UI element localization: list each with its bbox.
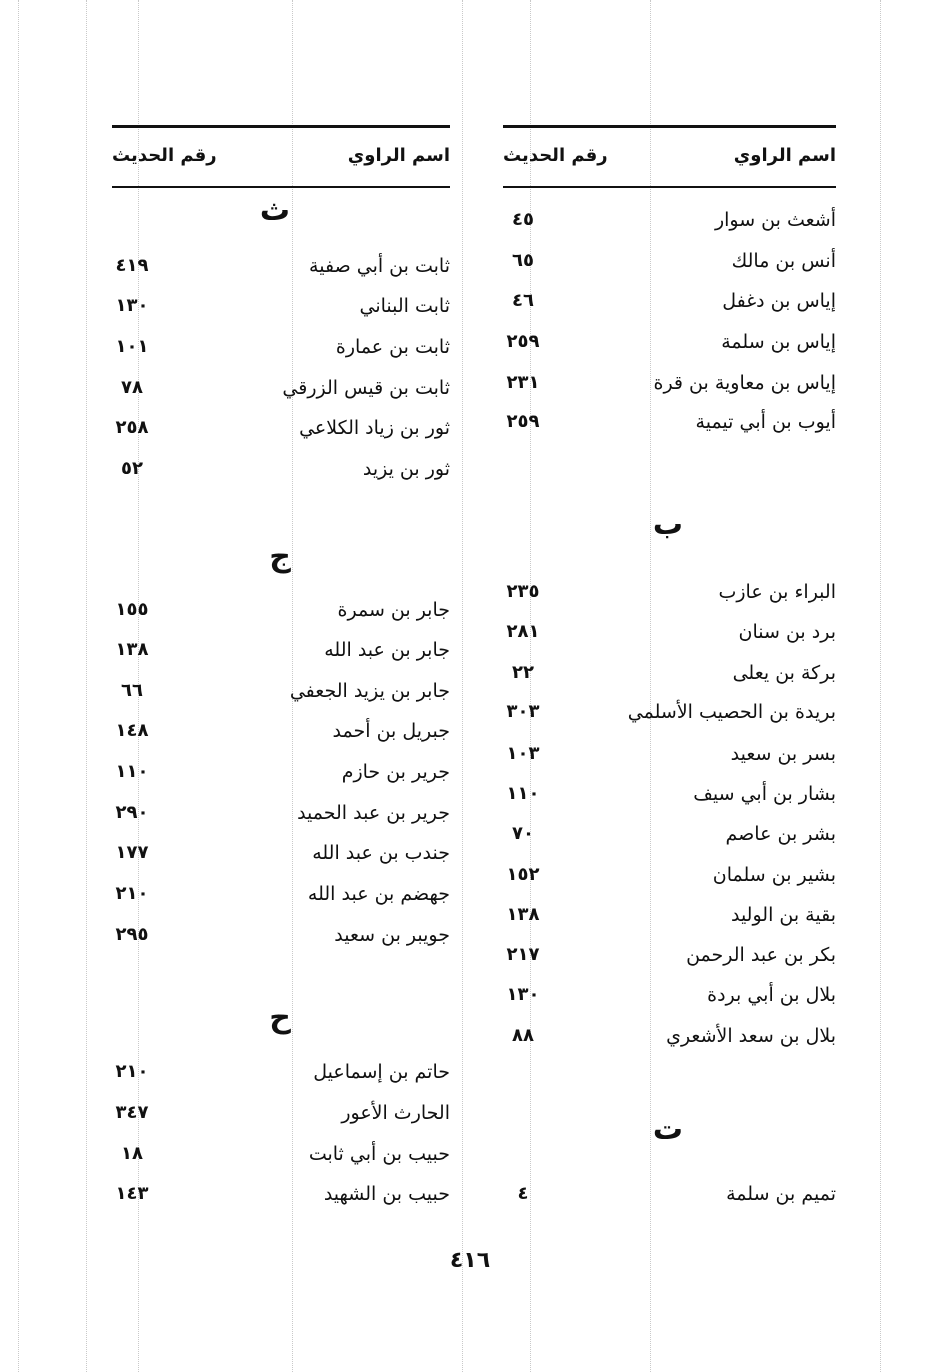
hadith-number: ٢٥٩ <box>506 411 540 432</box>
narrator-name: ثور بن يزيد <box>362 458 450 480</box>
index-row <box>503 407 836 437</box>
scan-line <box>462 0 463 1372</box>
narrator-name: ثابت بن أبي صفية <box>309 255 450 277</box>
narrator-name: تميم بن سلمة <box>726 1183 836 1205</box>
index-row <box>503 617 836 647</box>
hadith-number: ٢٥٨ <box>115 417 149 438</box>
narrator-name: ثابت بن قيس الزرقي <box>282 377 450 399</box>
header-bottom-rule <box>112 186 450 188</box>
index-row <box>112 1098 450 1128</box>
hadith-number: ٢٩٠ <box>115 802 149 823</box>
hadith-number: ٣٠٣ <box>506 701 540 722</box>
index-row <box>112 798 450 828</box>
hadith-number: ١١٠ <box>115 761 149 782</box>
narrator-name: بلال بن سعد الأشعري <box>666 1025 836 1047</box>
index-row <box>112 920 450 950</box>
narrator-name: إياس بن سلمة <box>721 331 836 353</box>
index-row <box>503 1179 836 1209</box>
hadith-number: ١٣٨ <box>115 639 149 660</box>
hadith-number: ١١٠ <box>506 783 540 804</box>
index-row <box>503 205 836 235</box>
hadith-number: ٦٦ <box>121 680 143 701</box>
hadith-number: ٢٨١ <box>506 621 540 642</box>
narrator-name: جابر بن يزيد الجعفي <box>289 680 450 702</box>
narrator-name: أنس بن مالك <box>731 250 836 272</box>
narrator-name: أيوب بن أبي تيمية <box>695 411 836 433</box>
hadith-number: ١٨ <box>121 1143 143 1164</box>
index-row <box>112 251 450 281</box>
index-row <box>112 879 450 909</box>
index-row <box>503 1021 836 1051</box>
hadith-number: ٤٦ <box>512 290 534 311</box>
narrator-name: بشير بن سلمان <box>712 864 836 886</box>
hadith-number: ٦٥ <box>512 250 534 271</box>
index-row <box>112 332 450 362</box>
section-letter-jim: ج <box>269 539 291 574</box>
hadith-number: ١٥٢ <box>506 864 540 885</box>
hadith-number: ١٥٥ <box>115 599 149 620</box>
index-row <box>503 577 836 607</box>
scan-line <box>86 0 87 1372</box>
index-row <box>503 819 836 849</box>
index-row <box>503 900 836 930</box>
hadith-number: ٢١٠ <box>115 883 149 904</box>
hadith-number: ٢٩٥ <box>115 924 149 945</box>
hadith-number: ٢٣٥ <box>506 581 540 602</box>
index-column-right <box>503 125 836 1205</box>
index-row <box>503 860 836 890</box>
column-header <box>112 128 450 186</box>
index-row <box>503 368 836 398</box>
hadith-number: ٧٨ <box>121 377 143 398</box>
narrator-name: جابر بن عبد الله <box>324 639 450 661</box>
section-letter-ba: ب <box>652 507 684 542</box>
narrator-name: الحارث الأعور <box>341 1102 450 1124</box>
page-number: ٤١٦ <box>449 1248 491 1273</box>
index-row <box>503 980 836 1010</box>
narrator-name: بشر بن عاصم <box>725 823 836 845</box>
index-row <box>112 595 450 625</box>
index-row <box>503 940 836 970</box>
narrator-name: حبيب بن أبي ثابت <box>308 1143 450 1165</box>
index-column-left <box>112 125 450 1205</box>
scan-line <box>18 0 19 1372</box>
hadith-number: ٣٤٧ <box>115 1102 149 1123</box>
section-letter-ha: ح <box>269 1000 291 1035</box>
narrator-name: بركة بن يعلى <box>732 662 836 684</box>
hadith-number: ٢٢ <box>512 662 534 683</box>
narrator-name: إياس بن معاوية بن قرة <box>653 372 836 394</box>
hadith-number: ٥٢ <box>121 458 143 479</box>
narrator-name: بلال بن أبي بردة <box>707 984 836 1006</box>
narrator-name: بسر بن سعيد <box>730 743 836 765</box>
hadith-number: ٧٠ <box>512 823 534 844</box>
narrator-name: برد بن سنان <box>738 621 836 643</box>
narrator-name: أشعث بن سوار <box>714 209 836 231</box>
header-narrator-name: اسم الراوي <box>347 145 450 166</box>
hadith-number: ٤٥ <box>512 209 534 230</box>
index-row <box>112 413 450 443</box>
narrator-name: ثابت بن عمارة <box>335 336 450 358</box>
index-row <box>112 454 450 484</box>
hadith-number: ١٠٣ <box>506 743 540 764</box>
header-hadith-number: رقم الحديث <box>112 145 217 166</box>
header-bottom-rule <box>503 186 836 188</box>
header-hadith-number: رقم الحديث <box>503 145 608 166</box>
index-row <box>112 1179 450 1209</box>
index-row <box>112 838 450 868</box>
hadith-number: ١٣٨ <box>506 904 540 925</box>
hadith-number: ٤ <box>517 1183 529 1204</box>
section-letter-ta: ت <box>652 1112 684 1147</box>
narrator-name: بريدة بن الحصيب الأسلمي <box>627 701 836 723</box>
index-row <box>503 739 836 769</box>
column-header <box>503 128 836 186</box>
hadith-number: ٢١٠ <box>115 1061 149 1082</box>
hadith-number: ١٣٠ <box>506 984 540 1005</box>
narrator-name: حاتم بن إسماعيل <box>313 1061 450 1083</box>
narrator-name: ثور بن زياد الكلاعي <box>299 417 450 439</box>
index-row <box>112 373 450 403</box>
hadith-number: ١٤٨ <box>115 720 149 741</box>
narrator-name: جبريل بن أحمد <box>332 720 450 742</box>
index-row <box>503 246 836 276</box>
narrator-name: جندب بن عبد الله <box>312 842 450 864</box>
narrator-name: بشار بن أبي سيف <box>693 783 836 805</box>
narrator-name: إياس بن دغفل <box>722 290 836 312</box>
narrator-name: حبيب بن الشهيد <box>323 1183 450 1205</box>
narrator-name: جرير بن عبد الحميد <box>297 802 450 824</box>
index-row <box>112 1139 450 1169</box>
header-narrator-name: اسم الراوي <box>733 145 836 166</box>
index-row <box>112 291 450 321</box>
hadith-number: ١٧٧ <box>115 842 149 863</box>
hadith-number: ١٣٠ <box>115 295 149 316</box>
scan-line <box>880 0 881 1372</box>
hadith-number: ٢٣١ <box>506 372 540 393</box>
index-row <box>503 327 836 357</box>
section-letter-tha: ث <box>259 193 291 228</box>
hadith-number: ١٤٣ <box>115 1183 149 1204</box>
index-row <box>112 716 450 746</box>
index-row <box>112 635 450 665</box>
index-row <box>112 757 450 787</box>
index-row <box>503 779 836 809</box>
narrator-name: جرير بن حازم <box>341 761 450 783</box>
hadith-number: ١٠١ <box>115 336 149 357</box>
hadith-number: ٤١٩ <box>115 255 149 276</box>
hadith-number: ٨٨ <box>512 1025 534 1046</box>
hadith-number: ٢١٧ <box>506 944 540 965</box>
index-row <box>503 697 836 727</box>
narrator-name: جابر بن سمرة <box>337 599 450 621</box>
narrator-name: جويبر بن سعيد <box>334 924 450 946</box>
narrator-name: البراء بن عازب <box>718 581 836 603</box>
narrator-name: بكر بن عبد الرحمن <box>686 944 836 966</box>
narrator-name: بقية بن الوليد <box>730 904 836 926</box>
index-row <box>503 658 836 688</box>
index-row <box>112 676 450 706</box>
index-row <box>112 1057 450 1087</box>
index-row <box>503 286 836 316</box>
narrator-name: ثابت البناني <box>359 295 450 317</box>
narrator-name: جهضم بن عبد الله <box>307 883 450 905</box>
hadith-number: ٢٥٩ <box>506 331 540 352</box>
